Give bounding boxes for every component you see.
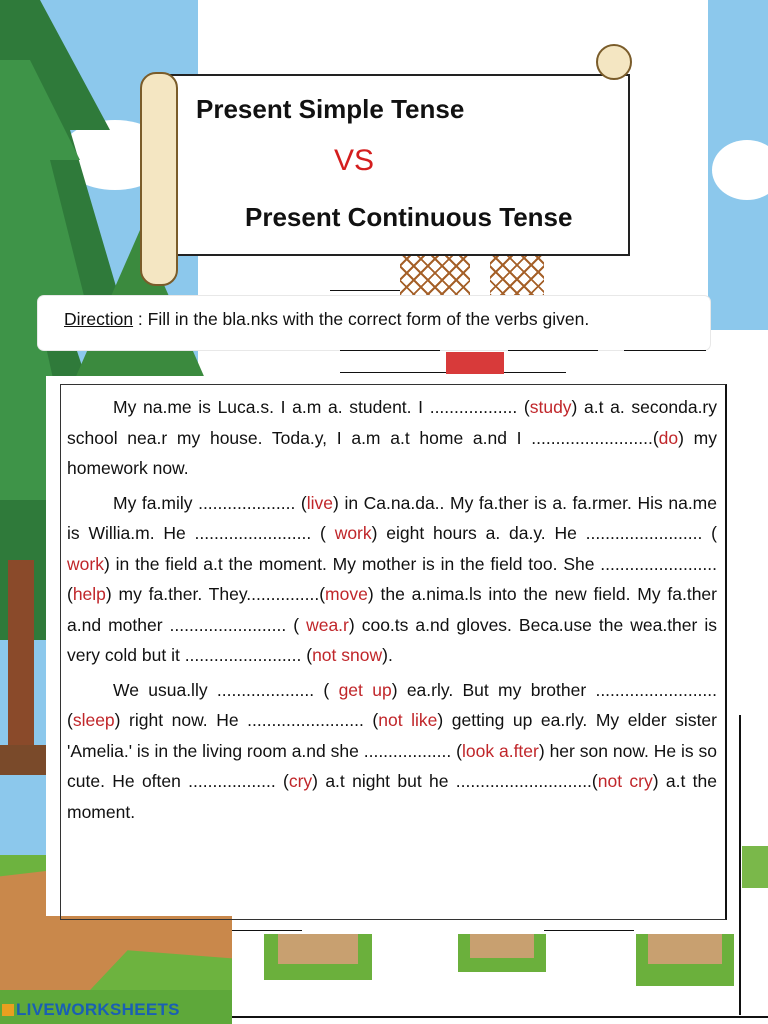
sentence-text: ) a.t a. seconda.ry school nea.r my house. Toda.y, I a.m a.t home a.nd I .........................( <box>67 397 718 448</box>
sentence-text: ) in the field a.t the moment. My mother is in the field too. She ........................ ( <box>67 553 717 604</box>
verb-hint: move <box>325 584 368 604</box>
verb-hint: sleep <box>72 710 115 730</box>
sentence-text: ) coo.ts a.nd gloves. Beca.use the wea.ther is very cold but it ........................ ( <box>67 614 717 665</box>
decor-line <box>739 715 741 1015</box>
verb-hint: look a.fter <box>461 740 539 761</box>
sentence-text: ) getting up ea.rly. My elder sister 'Amelia.' is in the living room a.nd she .................. ( <box>67 710 717 761</box>
figure-legs <box>648 934 722 964</box>
paragraph-3 <box>67 675 717 828</box>
exercise-text <box>67 392 717 831</box>
figure-legs <box>470 934 534 958</box>
verb-hint: study <box>529 397 572 417</box>
title-present-continuous: Present Continuous Tense <box>245 202 573 232</box>
verb-hint: do <box>658 427 679 448</box>
paragraph-1 <box>67 392 717 484</box>
title-present-simple: Present Simple Tense <box>196 94 465 124</box>
scroll-roll-right <box>596 44 632 80</box>
verb-hint: work <box>67 553 104 574</box>
logo-icon <box>2 1004 14 1016</box>
divider <box>330 290 400 291</box>
sentence-text: We usua.lly .................... ( <box>113 679 339 700</box>
sentence-text: My fa.mily .................... ( <box>113 492 307 513</box>
sentence-text: ). <box>382 645 393 665</box>
sentence-text: ) ea.rly. But my brother .........................( <box>67 679 718 730</box>
title-vs: VS <box>334 144 375 177</box>
sentence-text: ) eight hours a. da.y. He ........................ ( <box>371 523 717 543</box>
divider <box>340 350 440 351</box>
sentence-text: ) my fa.ther. They...............( <box>105 584 326 604</box>
sentence-text: ) the a.nima.ls into the new field. My fa.ther a.nd mother ........................ ( <box>67 584 717 635</box>
sentence-text: ) her son now. He is so cute. He often .................. ( <box>67 740 718 791</box>
divider <box>624 350 706 351</box>
red-decoration <box>446 352 504 374</box>
verb-hint: help <box>72 584 106 604</box>
direction-label: Direction <box>64 309 134 329</box>
liveworksheets-logo <box>2 1000 180 1020</box>
sentence-text: ) in Ca.na.da.. My fa.ther is a. fa.rmer. His na.me is Willia.m. He ........................ ( <box>67 492 717 543</box>
decor-line <box>232 1016 768 1018</box>
verb-hint: not like <box>378 710 438 730</box>
sentence-text: ) my homework now. <box>67 427 717 478</box>
direction-text <box>64 309 589 330</box>
direction-instruction: : Fill in the bla.nks with the correct form of the verbs given. <box>133 309 590 329</box>
divider <box>508 350 598 351</box>
sentence-text: ) a.t night but he ............................( <box>312 771 598 791</box>
sentence-text: My na.me is Luca.s. I a.m a. student. I .................. ( <box>113 397 530 417</box>
logo-text: LIVEWORKSHEETS <box>16 1000 180 1019</box>
net-decoration <box>490 254 544 296</box>
sentence-text: ) a.t the moment. <box>67 771 717 822</box>
grass-patch-right <box>742 846 768 888</box>
paragraph-2 <box>67 488 717 671</box>
verb-hint: get up <box>338 679 392 700</box>
verb-hint: cry <box>288 771 313 791</box>
verb-hint: work <box>334 523 372 543</box>
decor-line <box>544 930 634 931</box>
verb-hint: live <box>306 492 334 513</box>
verb-hint: not snow <box>312 645 383 665</box>
verb-hint: not cry <box>597 771 653 791</box>
net-decoration <box>400 254 470 296</box>
verb-hint: wea.r <box>306 614 349 635</box>
figure-legs <box>278 934 358 964</box>
scroll-roll-left <box>140 72 178 286</box>
decor-line <box>232 930 302 931</box>
sentence-text: ) right now. He ........................ ( <box>114 710 379 730</box>
